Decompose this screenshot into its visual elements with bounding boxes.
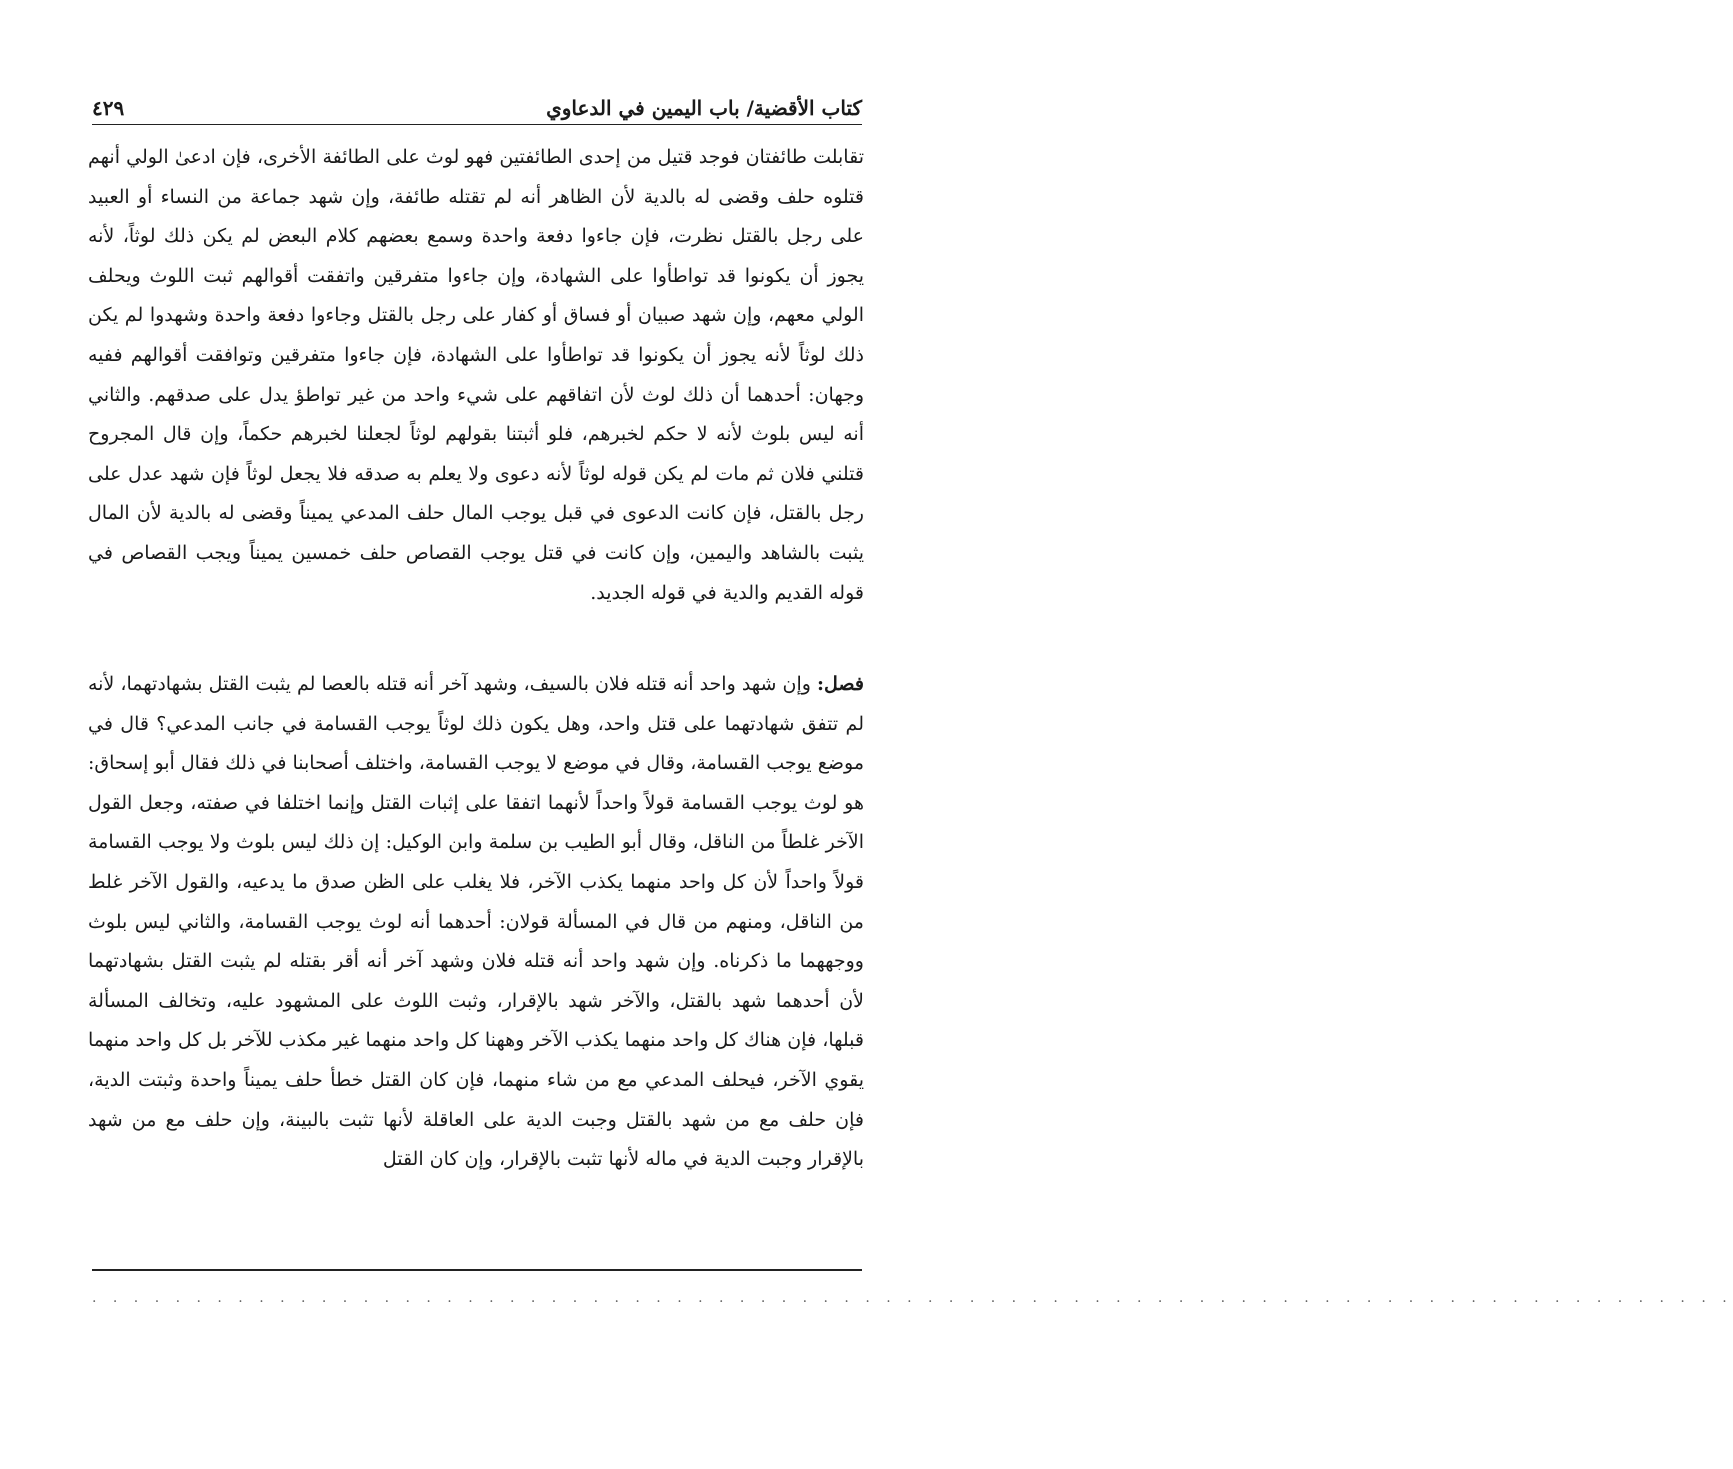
running-header [92, 86, 862, 120]
paragraph-text: تقابلت طائفتان فوجد قتيل من إحدى الطائفتين فهو لوث على الطائفة الأخرى، فإن ادعىٰ الولي أنهم قتلوه حلف وقضى له بالدية لأن الظاهر أنه لم تقتله طائفة، وإن شهد جماعة من النساء أو العبيد على رجل بالقتل نظرت، فإن جاءوا دفعة واحدة وسمع بعضهم كلام البعض لم يكن ذلك لوثاً، لأنه يجوز أن يكونوا قد تواطأوا على الشهادة، وإن جاءوا متفرقين واتفقت أقوالهم ثبت اللوث ويحلف الولي معهم، وإن شهد صبيان أو فساق أو كفار على رجل بالقتل وجاءوا دفعة واحدة وشهدوا لم يكن ذلك لوثاً لأنه يجوز أن يكونوا قد تواطأوا على الشهادة، فإن جاءوا متفرقين وتوافقت أقوالهم ففيه وجهان: أحدهما أن ذلك لوث لأن اتفاقهم على شيء واحد من غير تواطؤ يدل على صدقهم. والثاني أنه ليس بلوث لأنه لا حكم لخبرهم، فلو أثبتنا بقولهم لوثاً لجعلنا لخبرهم حكماً، وإن قال المجروح قتلني فلان ثم مات لم يكن قوله لوثاً لأنه دعوى ولا يعلم به صدقه فلا يجعل لوثاً فإن شهد عدل على رجل بالقتل، فإن كانت الدعوى في قبل يوجب المال حلف المدعي يميناً وقضى له بالدية لأن المال يثبت بالشاهد واليمين، وإن كانت في قتل يوجب القصاص حلف خمسين يميناً ويجب القصاص في قوله القديم والدية في قوله الجديد. [88, 146, 864, 604]
dotted-line: . . . . . . . . . . . . . . . . . . . . . . . . . . . . . . . . . . . . . . . . . . . . . . . . . . . . . . . . . . . . . . . . . . . . . . . . . . . . . . . [92, 1290, 1733, 1306]
page-number: ٤٢٩ [92, 96, 125, 120]
footnote-divider [92, 1269, 862, 1271]
body-text [88, 138, 864, 1180]
header-divider [92, 124, 862, 125]
paragraph [88, 665, 864, 1180]
paragraph [88, 138, 864, 653]
section-label: فصل: [817, 673, 864, 695]
paragraph-text: وإن شهد واحد أنه قتله فلان بالسيف، وشهد آخر أنه قتله بالعصا لم يثبت القتل بشهادتهما، لأنه لم تتفق شهادتهما على قتل واحد، وهل يكون ذلك لوثاً يوجب القسامة في جانب المدعي؟ قال في موضع يوجب القسامة، وقال في موضع لا يوجب القسامة، واختلف أصحابنا في ذلك فقال أبو إسحاق: هو لوث يوجب القسامة قولاً واحداً لأنهما اتفقا على إثبات القتل وإنما اختلفا في صفته، وجعل القول الآخر غلطاً من الناقل، وقال أبو الطيب بن سلمة وابن الوكيل: إن ذلك ليس بلوث ولا يوجب القسامة قولاً واحداً لأن كل واحد منهما يكذب الآخر، فلا يغلب على الظن صدق ما يدعيه، والقول الآخر غلط من الناقل، ومنهم من قال في المسألة قولان: أحدهما أنه لوث يوجب القسامة، والثاني ليس بلوث ووجههما ما ذكرناه. وإن شهد واحد أنه قتله فلان وشهد آخر أنه أقر بقتله لم يثبت القتل بشهادتهما لأن أحدهما شهد بالقتل، والآخر شهد بالإقرار، وثبت اللوث على المشهود عليه، وتخالف المسألة قبلها، فإن هناك كل واحد منهما يكذب الآخر وههنا كل واحد منهما غير مكذب للآخر بل كل واحد منهما يقوي الآخر، فيحلف المدعي مع من شاء منهما، فإن كان القتل خطأ حلف يميناً واحدة وثبتت الدية، فإن حلف مع من شهد بالقتل وجبت الدية على العاقلة لأنها تثبت بالبينة، وإن حلف مع من شهد بالإقرار وجبت الدية في ماله لأنها تثبت بالإقرار، وإن كان القتل [88, 673, 864, 1171]
chapter-title: كتاب الأقضية/ باب اليمين في الدعاوي [546, 96, 862, 120]
